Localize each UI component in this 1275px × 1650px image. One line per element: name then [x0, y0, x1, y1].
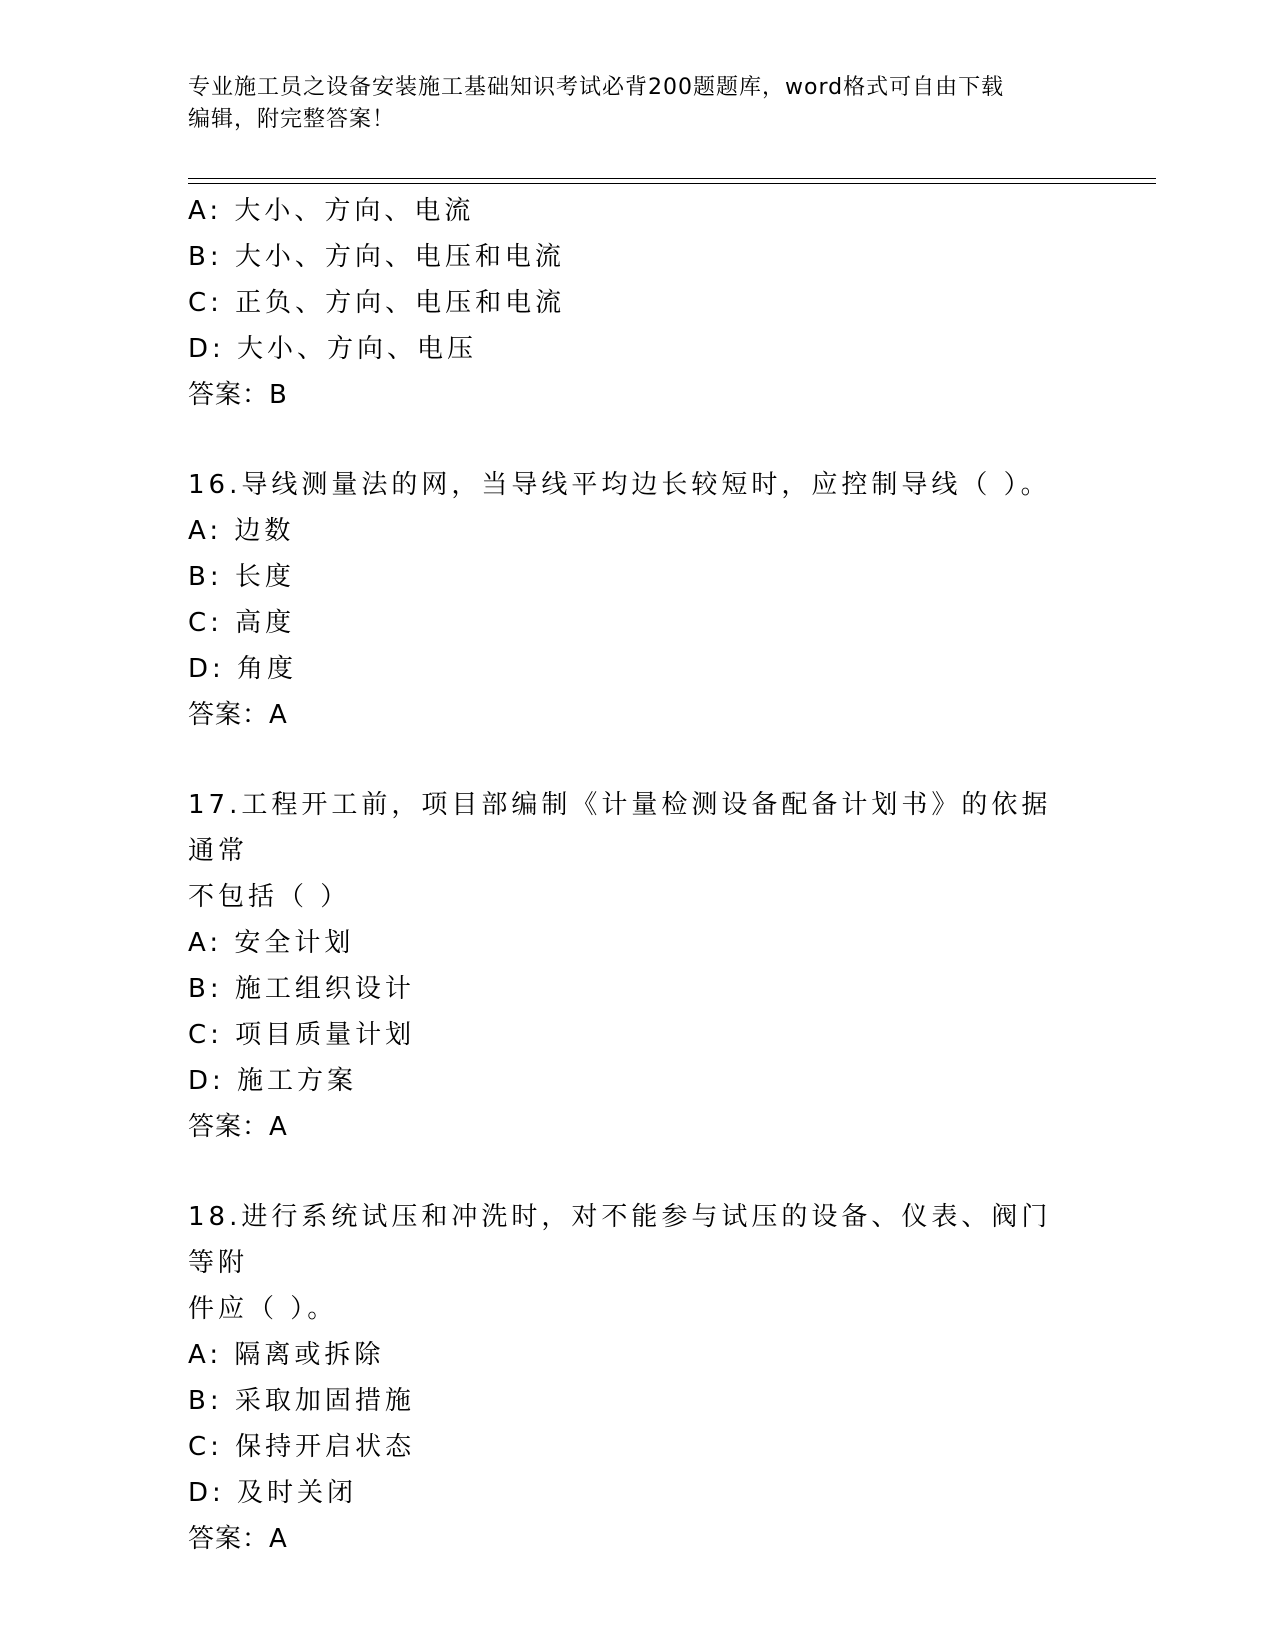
option-a: A: 边数 — [188, 516, 295, 546]
question-17 — [188, 782, 1088, 1150]
header-line-2: 编辑，附完整答案！ — [188, 107, 396, 132]
answer-line: 答案：A — [188, 700, 288, 730]
option-c: C: 高度 — [188, 608, 296, 638]
answer-line: 答案：B — [188, 380, 288, 410]
option-a: A: 隔离或拆除 — [188, 1340, 385, 1370]
answer-line: 答案：A — [188, 1112, 288, 1142]
question-text-line-2: 件应（ ）。 — [188, 1294, 338, 1324]
option-c: C: 正负、方向、电压和电流 — [188, 288, 566, 318]
question-text-line-1: 17.工程开工前，项目部编制《计量检测设备配备计划书》的依据通常 — [188, 790, 1052, 866]
option-a: A: 大小、方向、电流 — [188, 196, 475, 226]
question-text-line-1: 18.进行系统试压和冲洗时，对不能参与试压的设备、仪表、阀门等附 — [188, 1202, 1052, 1278]
option-d: D: 角度 — [188, 654, 298, 684]
header-divider-bottom — [188, 183, 1156, 184]
question-list — [188, 188, 1088, 1562]
spacer — [188, 418, 1088, 462]
question-text-line-2: 不包括（ ） — [188, 882, 351, 912]
question-18 — [188, 1194, 1088, 1562]
question-text: 16.导线测量法的网，当导线平均边长较短时，应控制导线（ ）。 — [188, 470, 1051, 500]
option-b: B: 施工组织设计 — [188, 974, 415, 1004]
spacer — [188, 738, 1088, 782]
option-d: D: 及时关闭 — [188, 1478, 358, 1508]
document-header — [188, 72, 1068, 136]
option-d: D: 施工方案 — [188, 1066, 358, 1096]
spacer — [188, 1150, 1088, 1194]
option-b: B: 长度 — [188, 562, 295, 592]
option-c: C: 项目质量计划 — [188, 1020, 416, 1050]
question-15 — [188, 188, 1088, 418]
option-d: D: 大小、方向、电压 — [188, 334, 478, 364]
answer-line: 答案：A — [188, 1524, 288, 1554]
option-b: B: 大小、方向、电压和电流 — [188, 242, 565, 272]
header-divider-top — [188, 178, 1156, 179]
question-16 — [188, 462, 1088, 738]
option-c: C: 保持开启状态 — [188, 1432, 416, 1462]
header-line-1: 专业施工员之设备安装施工基础知识考试必背200题题库，word格式可自由下载 — [188, 75, 1005, 100]
option-a: A: 安全计划 — [188, 928, 355, 958]
option-b: B: 采取加固措施 — [188, 1386, 415, 1416]
